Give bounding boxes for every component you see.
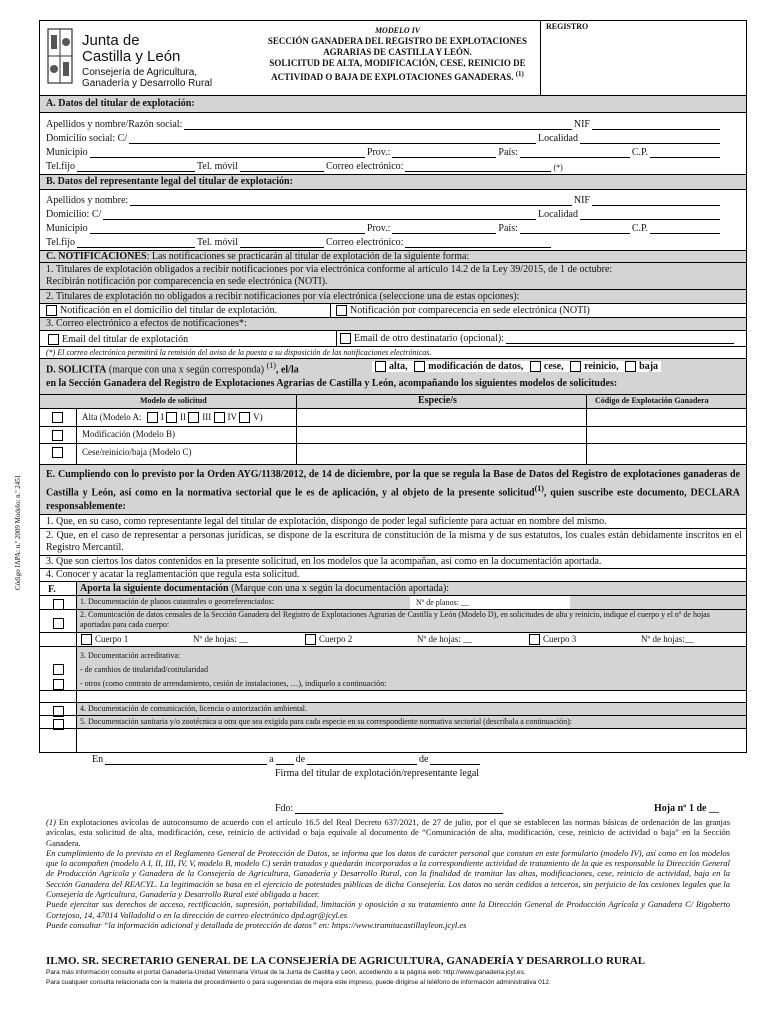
e-d2: 2. Que, en el caso de representar a personas jurídicas, se dispone de la escritura de constitución de la misma y de sus estatutos, los cuales están debidamente inscritos en el Registro Mercantil.: [46, 530, 742, 553]
c-p3: 3. Correo electrónico a efectos de notificaciones*:: [46, 318, 247, 329]
footer-rgpd: En cumplimiento de lo previsto en el Reglamento General de Protección de Datos, se informa que los datos de carácter personal que constan en este formulario (modelo IV), así como en los modelos que lo acompañen (modelo A I, II, III, IV, V, modelo B, modelo C) serán tratados y quedarán incorporados a la correspondiente actividad de tratamiento de la que es responsable la Dirección General de Producción Agrícola y Ganadera de la Consejería de Agricultura, Ganadería y Desarrollo Rural, con la finalidad de tramitar las altas, modificaciones, cese, reinicio de actividad, baja en la Sección Ganadera del REACYL. La legitimación se basa en el ejercicio de potestades públicas de dicha Consejería. Los datos no serán cedidos a terceros, sin perjuicio de las cesiones legales que la Consejería de Agricultura, Ganadería y Desarrollo Rural esté obligada a hacer.: [46, 847, 730, 900]
footer-more: [46, 968, 551, 988]
e-d1-row: [40, 514, 746, 529]
b-telfijo-label: Tel.fijo: [46, 237, 76, 248]
f-nplanos: Nº de planos: __: [416, 598, 469, 607]
f-nhojas3: Nº de hojas:__: [641, 634, 694, 644]
d-sup: (1): [266, 361, 276, 370]
f-letter: F.: [48, 584, 56, 595]
d-roman-2: II: [180, 412, 186, 422]
sign-a: a: [269, 754, 274, 765]
c-p2: 2. Titulares de explotación no obligados a recibir notificaciones por vía electrónica (seleccione una de estas opciones):: [46, 291, 520, 302]
e-title-text: E. Cumpliendo con lo previsto por la Orden AYG/1138/2012, de 14 de diciembre, por la que se regula la Base de Datos del Registro de explotaciones ganaderas de Castilla y León, así como en la normativa sectorial que le es de aplicación, y al objeto de la presente solicitud: [46, 469, 740, 499]
logo-sub2: Ganadería y Desarrollo Rural: [82, 78, 213, 89]
footer-n1: En explotaciones avícolas de autoconsumo de acuerdo con el artículo 16.5 del Real Decreto 637/2021, de 27 de julio, por el que se establecen las normas básicas de ordenación de las granjas avícolas, esta solicitud de alta, modificación, cese, reinicio de actividad o baja equivale al documento de “Comunicación de alta, modificación, cese, reinicio de actividad o baja” en la Sección Ganadera.: [46, 817, 730, 848]
b-cp-field[interactable]: [650, 224, 720, 234]
b-cp-label: C.P.: [631, 223, 648, 234]
footer-info: Puede consultar “la información adicional y detallada de protección de datos” en: https://www.tramitacastillayleon.jcyl.es: [46, 919, 467, 930]
section-d-title: D. SOLICITA: [46, 364, 107, 376]
f-doc5: 5. Documentación sanitaria y/o zootécnica u otra que sea exigida para cada especie en su correspondiente normativa sectorial (descríbala a continuación):: [80, 717, 573, 726]
a-prov-label: Prov.:: [366, 147, 391, 158]
sign-de2: de: [419, 754, 429, 765]
d-alta-modelo: [82, 412, 263, 423]
title-sup: (1): [515, 70, 524, 78]
e-d3-row: [40, 555, 746, 569]
a-apellidos-field[interactable]: [184, 120, 572, 130]
checkbox-domicilio[interactable]: [46, 305, 57, 316]
b-nif-label: NIF: [573, 195, 590, 206]
a-localidad-label: Localidad: [538, 133, 578, 144]
f-doc4: 4. Documentación de comunicación, licencia o autorización ambiental.: [80, 704, 308, 713]
section-b-title: B. Datos del representante legal del titular de explotación:: [46, 176, 293, 187]
c-p1b: Recibirán notificación por comparecencia en sede electrónica (NOTI).: [46, 276, 328, 287]
d-table: [40, 394, 746, 465]
logo-line2: Castilla y León: [82, 48, 181, 65]
registro-label: REGISTRO: [546, 21, 589, 31]
checkbox-doc3a[interactable]: [53, 664, 64, 675]
a-cp-label: C.P.: [631, 147, 648, 158]
checkbox-modificacion[interactable]: [414, 361, 425, 372]
d-cese-label: cese,: [543, 361, 564, 372]
d-options: [372, 361, 661, 372]
a-municipio-label: Municipio: [46, 147, 88, 158]
footer-note1: [46, 817, 730, 848]
checkbox-email-otro[interactable]: [340, 333, 351, 344]
c-p1-row: [40, 262, 746, 290]
footer-addressee: ILMO. SR. SECRETARIO GENERAL DE LA CONSEJERÍA DE AGRICULTURA, GANADERÍA Y DESARROLLO RURAL: [46, 955, 646, 967]
sign-hoja: Hoja nº 1 de __: [654, 803, 719, 814]
section-b-header: [40, 174, 746, 190]
d-roman-1: I: [160, 412, 164, 422]
d-col-codigo: Código de Explotación Ganadera: [595, 396, 709, 405]
c-email-otro[interactable]: [340, 333, 736, 344]
sign-caption: Firma del titular de explotación/representante legal: [275, 768, 480, 779]
checkbox-roman-4[interactable]: [214, 412, 225, 423]
title-line3: SOLICITUD DE ALTA, MODIFICACIÓN, CESE, REINICIO DE: [269, 58, 526, 68]
d-title-rest: (marque con una x según corresponda): [106, 364, 265, 376]
a-prov-field[interactable]: [392, 148, 496, 158]
b-prov-field[interactable]: [392, 224, 496, 234]
section-a-fields: [46, 116, 722, 172]
sign-place-field[interactable]: [105, 755, 267, 765]
f-cuerpo1: Cuerpo 1: [95, 634, 129, 644]
c-p1a: 1. Titulares de explotación obligados a recibir notificaciones por vía electrónica conforme al artículo 14.2 de la Ley 39/2015, de 1 de octubre:: [46, 264, 613, 275]
checkbox-cese[interactable]: [530, 361, 541, 372]
b-nif-field[interactable]: [592, 196, 720, 206]
a-correo-ast: (*): [553, 163, 563, 172]
a-localidad-field[interactable]: [580, 134, 720, 144]
b-localidad-label: Localidad: [538, 209, 578, 220]
checkbox-doc3b[interactable]: [53, 679, 64, 690]
d-roman-3: III: [202, 412, 212, 422]
f-title-rest: (Marque con una x según la documentación aportada):: [228, 583, 450, 594]
c-email-titular-label: Email del titular de explotación: [62, 334, 189, 345]
d-ella: , el/la: [275, 364, 299, 376]
e-sup: (1): [534, 484, 544, 493]
b-municipio-field[interactable]: [90, 224, 365, 234]
sign-en: En: [92, 754, 104, 765]
d-col-especie: Especie/s: [418, 395, 457, 406]
title-line2: AGRARIAS DE CASTILLA Y LEÓN.: [323, 47, 472, 57]
checkbox-roman-2[interactable]: [166, 412, 177, 423]
b-apellidos-field[interactable]: [130, 196, 572, 206]
e-title-end: , quien suscribe este documento, DECLARA responsablemente:: [46, 487, 740, 513]
f-doc3b: - otros (como contrato de arrendamiento, cesión de instalaciones, …), indíquelo a continuación:: [80, 679, 387, 688]
c-p1: [46, 264, 612, 288]
main-form: [39, 95, 747, 753]
footer-notes: [46, 817, 730, 930]
checkbox-email-titular[interactable]: [48, 334, 59, 345]
section-f: [40, 581, 746, 753]
section-a-header: [40, 96, 746, 112]
logo-sub1: Consejería de Agricultura,: [82, 67, 198, 78]
c-options-row: [40, 303, 746, 318]
section-c-title-wrap: [46, 251, 469, 262]
d-line1: [46, 361, 299, 375]
a-pais-label: País:: [498, 147, 518, 158]
b-apellidos-label: Apellidos y nombre:: [46, 195, 129, 206]
checkbox-modelo-modif[interactable]: [52, 430, 63, 441]
b-correo-label: Correo electrónico:: [325, 237, 404, 248]
b-prov-label: Prov.:: [366, 223, 391, 234]
f-title: Aporta la siguiente documentación: [80, 583, 229, 594]
form-title: [255, 25, 540, 83]
a-telmovil-field[interactable]: [240, 162, 324, 172]
registro-box: [540, 20, 747, 96]
c-opt-domicilio[interactable]: [46, 305, 277, 316]
b-domicilio-label: Domicilio: C/: [46, 209, 102, 220]
footer-n1-mark: (1): [46, 817, 56, 827]
d-modif-label: modificación de datos,: [428, 361, 524, 372]
coat-of-arms-icon: [46, 27, 74, 85]
d-line2: en la Sección Ganadera del Registro de Explotaciones Agrarias de Castilla y León, acompañando los siguientes modelos de solicitudes:: [46, 378, 618, 389]
checkbox-modelo-cese[interactable]: [52, 447, 63, 458]
sign-month-field[interactable]: [307, 755, 417, 765]
d-alta-label: alta,: [389, 361, 408, 372]
f-doc3-title: 3. Documentación acreditativa:: [80, 651, 181, 660]
c-p3-row: [40, 317, 746, 331]
c-email-otro-label: Email de otro destinatario (opcional):: [354, 333, 504, 344]
f-doc1: 1. Documentación de planos catastrales o georreferenciados:: [80, 597, 274, 606]
header-box: [39, 20, 747, 96]
e-d2-row: [40, 528, 746, 556]
a-telfijo-field[interactable]: [77, 162, 195, 172]
e-d3: 3. Que son ciertos los datos contenidos en la presente solicitud, en los modelos que la acompañan, así como en la documentación aportada.: [46, 556, 602, 567]
a-telmovil-label: Tel. móvil: [197, 161, 238, 172]
a-nif-label: NIF: [573, 119, 590, 130]
d-alta-modelo-label: Alta (Modelo A:: [82, 412, 142, 422]
d-modif-modelo: Modificación (Modelo B): [82, 429, 175, 439]
footer-more1: Para más información consulte el portal Ganadería-Unidad Veterinaria Virtual de la Junta de Castilla y León, accediendo a la página web: http://www.ganaderia.jcyl.es.: [46, 969, 526, 976]
signature-place-date: [92, 754, 512, 765]
a-cp-field[interactable]: [650, 148, 720, 158]
a-correo-field[interactable]: [405, 162, 551, 172]
a-domicilio-field[interactable]: [129, 134, 536, 144]
a-apellidos-label: Apellidos y nombre/Razón social:: [46, 119, 183, 130]
c-opt-noti[interactable]: [336, 305, 590, 316]
c-email-row: [40, 330, 746, 347]
side-code: Código IAPA: n.º 2009 Modelo: n.º 2451: [14, 474, 22, 590]
checkbox-cuerpo2[interactable]: [305, 634, 316, 645]
e-d1: 1. Que, en su caso, como representante legal del titular de explotación, dispongo de poder legal suficiente para actuar en nombre del mismo.: [46, 516, 607, 527]
sign-fdo-field[interactable]: [295, 804, 503, 814]
e-d4-row: [40, 568, 746, 582]
d-col-modelo: Modelo de solicitud: [140, 396, 207, 405]
checkbox-cuerpo3[interactable]: [529, 634, 540, 645]
b-localidad-field[interactable]: [580, 210, 720, 220]
checkbox-alta[interactable]: [375, 361, 386, 372]
f-doc2: 2. Comunicación de datos censales de la Sección Ganadera del Registro de Explotaciones Agrarias de Castilla y León (Modelo D), en solicitudes de alta y reinicio, indique el cuerpo y el nº de hojas aportadas para cada cuerpo:: [80, 610, 710, 629]
checkbox-doc2[interactable]: [53, 618, 64, 629]
section-c-title: C. NOTIFICACIONES: [46, 251, 147, 262]
section-d-header: [40, 358, 746, 395]
f-title-wrap: [80, 583, 449, 594]
f-cuerpo3: Cuerpo 3: [543, 634, 577, 644]
d-roman-5: V): [253, 412, 263, 422]
a-nif-field[interactable]: [592, 120, 720, 130]
sign-fdo: [275, 803, 505, 814]
section-e-header: [40, 464, 746, 515]
section-c-title-rest: : Las notificaciones se practicarán al titular de explotación de la siguiente forma:: [146, 251, 470, 262]
checkbox-noti[interactable]: [336, 305, 347, 316]
section-a-title: A. Datos del titular de explotación:: [46, 98, 195, 109]
b-telfijo-field[interactable]: [77, 238, 195, 248]
title-line1: SECCIÓN GANADERA DEL REGISTRO DE EXPLOTACIONES: [267, 36, 528, 46]
c-p2-row: [40, 289, 746, 304]
checkbox-reinicio[interactable]: [570, 361, 581, 372]
logo-line1: Junta de: [82, 32, 140, 49]
d-roman-4: IV: [227, 412, 237, 422]
f-cuerpos: [77, 633, 746, 646]
checkbox-roman-3[interactable]: [188, 412, 199, 423]
e-d4: 4. Conocer y acatar la reglamentación que regula esta solicitud.: [46, 569, 300, 580]
a-municipio-field[interactable]: [90, 148, 365, 158]
footer-derechos: Puede ejercitar sus derechos de acceso, rectificación, supresión, portabilidad, limitación y oposición a su tratamiento ante la Dirección General de Producción Agrícola y Ganadera C/ Rigoberto Cortejoso, 14, 47014 Valladolid o en la dirección de correo electrónico dpd.agr@jcyl.es: [46, 899, 730, 920]
c-opt-noti-label: Notificación por comparecencia en sede electrónica (NOTI): [350, 305, 590, 316]
section-b-fields: [46, 192, 722, 248]
c-note: (*) El correo electrónico permitirá la remisión del aviso de la puesta a su disposición de las notificaciones electrónicas.: [46, 348, 432, 357]
a-telfijo-label: Tel.fijo: [46, 161, 76, 172]
footer-more2: Para cualquier consulta relacionada con la materia del procedimiento o para sugerencias de mejora este impreso, puede dirigirse al teléfono de información administrativa 012.: [46, 979, 551, 986]
f-nhojas2: Nº de hojas: __: [417, 634, 473, 644]
b-telmovil-label: Tel. móvil: [197, 237, 238, 248]
sign-fdo-label: Fdo:: [275, 803, 294, 814]
modelo-label: MODELO IV: [374, 26, 421, 35]
d-baja-label: baja: [639, 361, 659, 372]
a-domicilio-label: Domicilio social: C/: [46, 133, 128, 144]
d-cese-modelo: Cese/reinicio/baja (Modelo C): [82, 447, 192, 457]
logo: [42, 23, 247, 93]
a-pais-field[interactable]: [520, 148, 630, 158]
b-municipio-label: Municipio: [46, 223, 88, 234]
d-reinicio-label: reinicio,: [584, 361, 619, 372]
c-email-otro-field[interactable]: [506, 334, 734, 344]
checkbox-roman-5[interactable]: [239, 412, 250, 423]
b-domicilio-field[interactable]: [103, 210, 536, 220]
f-doc3: [80, 649, 386, 691]
checkbox-modelo-alta[interactable]: [52, 412, 63, 423]
c-email-titular[interactable]: [48, 334, 188, 345]
f-nhojas1: Nº de hojas: __: [193, 634, 249, 644]
section-e-title: [46, 468, 740, 514]
c-opt-domicilio-label: Notificación en el domicilio del titular de explotación.: [60, 305, 278, 316]
b-telmovil-field[interactable]: [240, 238, 324, 248]
title-line4: ACTIVIDAD O BAJA DE EXPLOTACIONES GANADERAS.: [271, 72, 514, 82]
checkbox-roman-1[interactable]: [147, 412, 158, 423]
sign-day-field[interactable]: [276, 755, 294, 765]
checkbox-cuerpo1[interactable]: [81, 634, 92, 645]
f-doc3a: - de cambios de titularidad/cotitularidad: [80, 665, 208, 674]
b-correo-field[interactable]: [405, 238, 551, 248]
b-pais-label: País:: [498, 223, 518, 234]
sign-de1: de: [295, 754, 306, 765]
sign-year-field[interactable]: [430, 755, 480, 765]
checkbox-baja[interactable]: [625, 361, 636, 372]
b-pais-field[interactable]: [520, 224, 630, 234]
a-correo-label: Correo electrónico:: [325, 161, 404, 172]
f-cuerpo2: Cuerpo 2: [319, 634, 353, 644]
